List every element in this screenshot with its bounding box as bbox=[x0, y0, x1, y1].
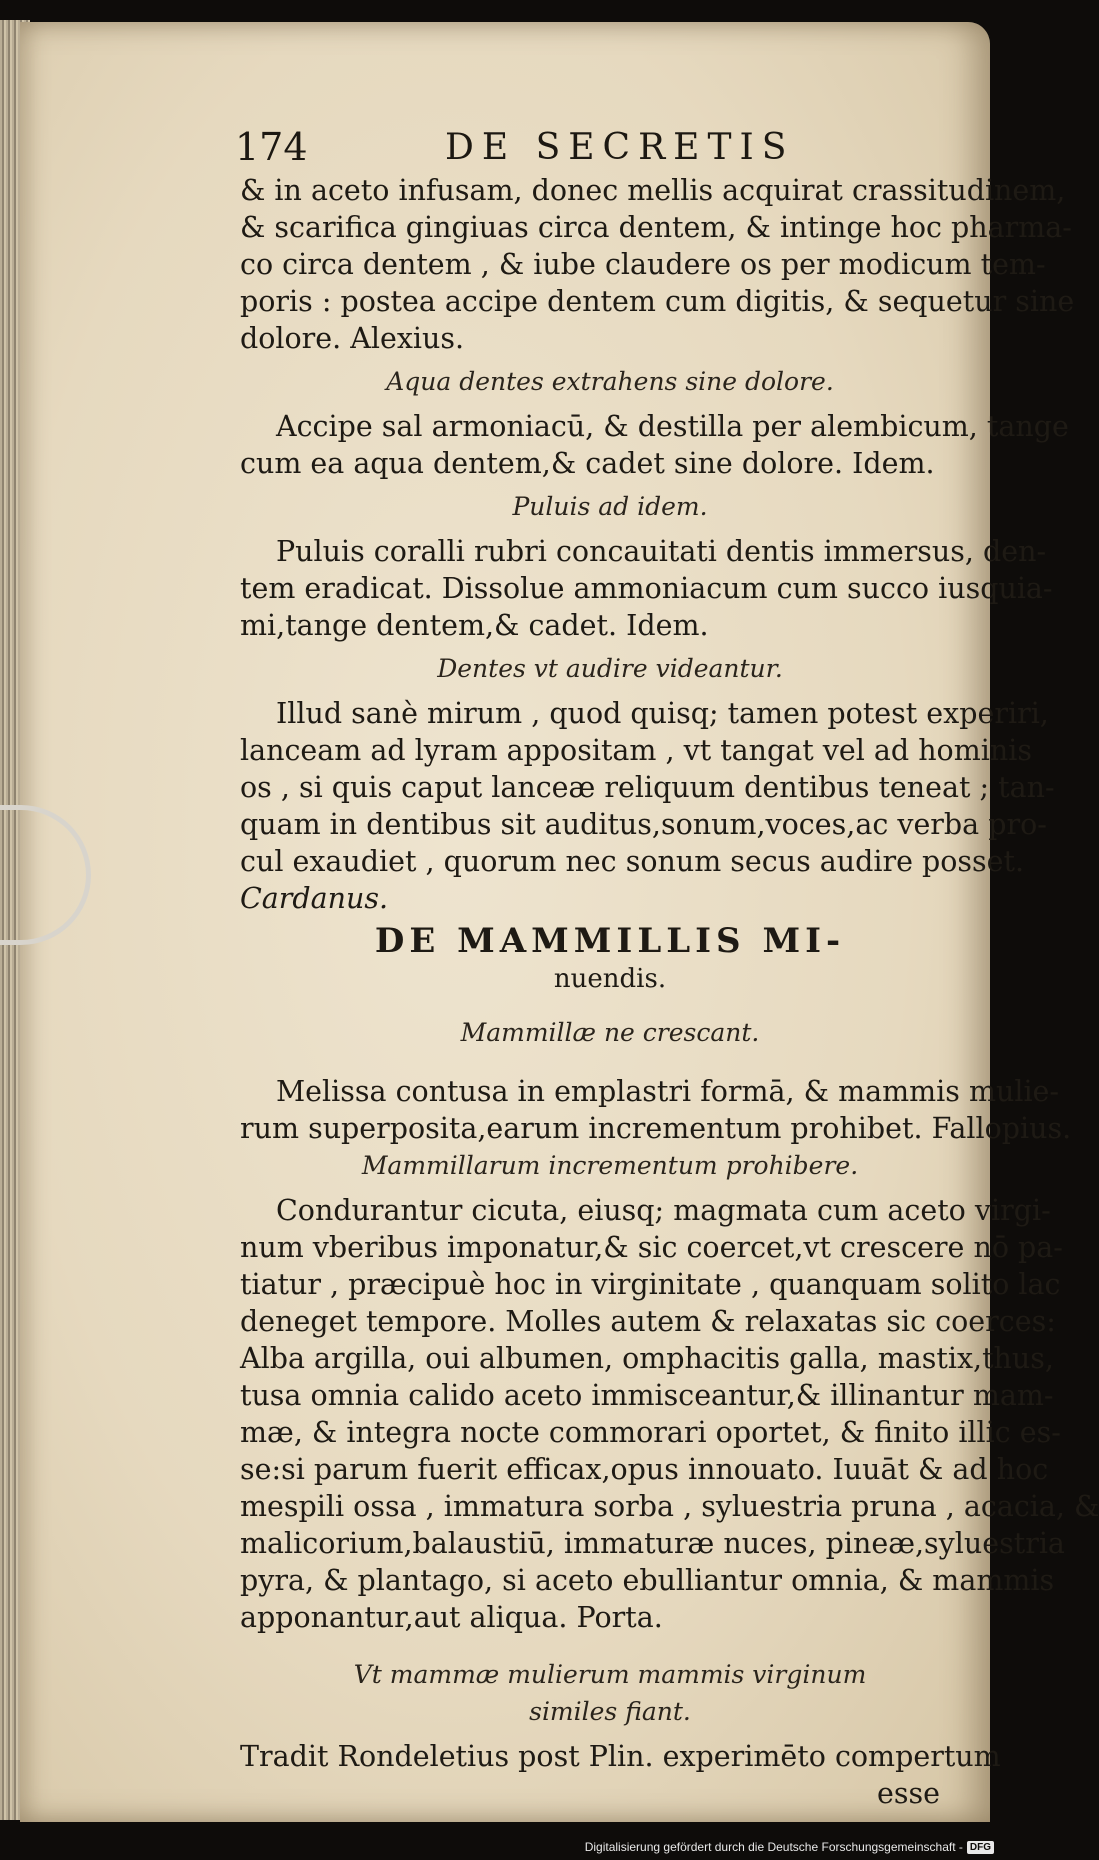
paragraph-2 bbox=[240, 408, 1069, 445]
rubric-heading-continued: similes fiant. bbox=[529, 1697, 691, 1726]
catchword: esse bbox=[877, 1777, 940, 1810]
text-line: cul exaudiet , quorum nec sonum secus audire posset. bbox=[240, 845, 1025, 878]
paragraph-1 bbox=[240, 172, 1075, 357]
text-line: lanceam ad lyram appositam , vt tangat vel ad hominis bbox=[240, 734, 1032, 767]
text-line: Condurantur cicuta, eiusq; magmata cum aceto virgi- bbox=[276, 1194, 1051, 1227]
text-line: mæ, & integra nocte commorari oportet, & finito illic es- bbox=[240, 1416, 1061, 1449]
credit-text: Digitalisierung gefördert durch die Deutsche Forschungsgemeinschaft - bbox=[584, 1840, 963, 1854]
dfg-logo: DFG bbox=[967, 1841, 994, 1854]
paragraph-3 bbox=[240, 533, 1047, 570]
paragraph-6 bbox=[240, 1192, 1051, 1229]
text-line: poris : postea accipe dentem cum digitis, & sequetur sine bbox=[240, 285, 1075, 318]
text-line: deneget tempore. Molles autem & relaxatas sic coerces: bbox=[240, 1305, 1056, 1338]
text-line: co circa dentem , & iube claudere os per modicum tem- bbox=[240, 248, 1046, 281]
text-line: Cardanus. bbox=[240, 882, 389, 915]
paragraph-5 bbox=[240, 1073, 1060, 1110]
text-line: pyra, & plantago, si aceto ebulliantur omnia, & mammis bbox=[240, 1564, 1055, 1597]
running-title: DE SECRETIS bbox=[445, 127, 795, 168]
text-line: tiatur , præcipuè hoc in virginitate , quanquam solito lac bbox=[240, 1268, 1061, 1301]
text-line: num vberibus imponatur,& sic coercet,vt crescere nō pa- bbox=[240, 1231, 1063, 1264]
section-title-continued: nuendis. bbox=[553, 964, 667, 994]
text-line: Puluis coralli rubri concauitati dentis immersus, den- bbox=[276, 535, 1047, 568]
digitization-credit bbox=[585, 1840, 994, 1854]
text-line: se:si parum fuerit efficax,opus innouato. Iuuāt & ad hoc bbox=[240, 1453, 1049, 1486]
text-line: Accipe sal armoniacū, & destilla per alembicum, tange bbox=[276, 410, 1069, 443]
text-line: Alba argilla, oui albumen, omphacitis galla, mastix,thus, bbox=[240, 1342, 1054, 1375]
text-line: os , si quis caput lanceæ reliquum dentibus teneat ; tan- bbox=[240, 771, 1055, 804]
page-header bbox=[235, 125, 815, 175]
text-line: apponantur,aut aliqua. Porta. bbox=[240, 1601, 663, 1634]
text-line: Melissa contusa in emplastri formā, & mammis mulie- bbox=[276, 1075, 1060, 1108]
text-line: rum superposita,earum incrementum prohibet. Fallopius. bbox=[240, 1112, 1072, 1145]
text-line: Tradit Rondeletius post Plin. experimēto compertum bbox=[240, 1740, 1001, 1773]
rubric-heading: Mammillarum incrementum prohibere. bbox=[361, 1151, 859, 1180]
text-line: & in aceto infusam, donec mellis acquirat crassitudinem, bbox=[240, 174, 1066, 207]
text-line: tusa omnia calido aceto immisceantur,& illinantur mam- bbox=[240, 1379, 1054, 1412]
rubric-heading: Puluis ad idem. bbox=[512, 492, 708, 521]
rubric-heading: Vt mammæ mulierum mammis virginum bbox=[353, 1660, 867, 1689]
text-line: & scarifica gingiuas circa dentem, & intinge hoc pharma- bbox=[240, 211, 1072, 244]
text-line: malicorium,balaustiū, immaturæ nuces, pineæ,syluestria bbox=[240, 1527, 1065, 1560]
page-text bbox=[240, 172, 1099, 1812]
rubric-heading: Dentes vt audire videantur. bbox=[437, 654, 783, 683]
section-title: DE MAMMILLIS MI- bbox=[374, 921, 846, 961]
rubric-heading: Mammillæ ne crescant. bbox=[460, 1018, 760, 1047]
rubric-heading: Aqua dentes extrahens sine dolore. bbox=[386, 367, 834, 396]
text-line: dolore. Alexius. bbox=[240, 322, 465, 355]
text-line: cum ea aqua dentem,& cadet sine dolore. Idem. bbox=[240, 447, 935, 480]
paragraph-4 bbox=[240, 695, 1049, 732]
text-line: mespili ossa , immatura sorba , syluestria pruna , acacia, & bbox=[240, 1490, 1099, 1523]
text-line: quam in dentibus sit auditus,sonum,voces,ac verba pro- bbox=[240, 808, 1047, 841]
text-line: mi,tange dentem,& cadet. Idem. bbox=[240, 609, 709, 642]
text-line: tem eradicat. Dissolue ammoniacum cum succo iusquia- bbox=[240, 572, 1053, 605]
text-line: Illud sanè mirum , quod quisq; tamen potest experiri, bbox=[276, 697, 1049, 730]
page-number: 174 bbox=[235, 125, 308, 169]
